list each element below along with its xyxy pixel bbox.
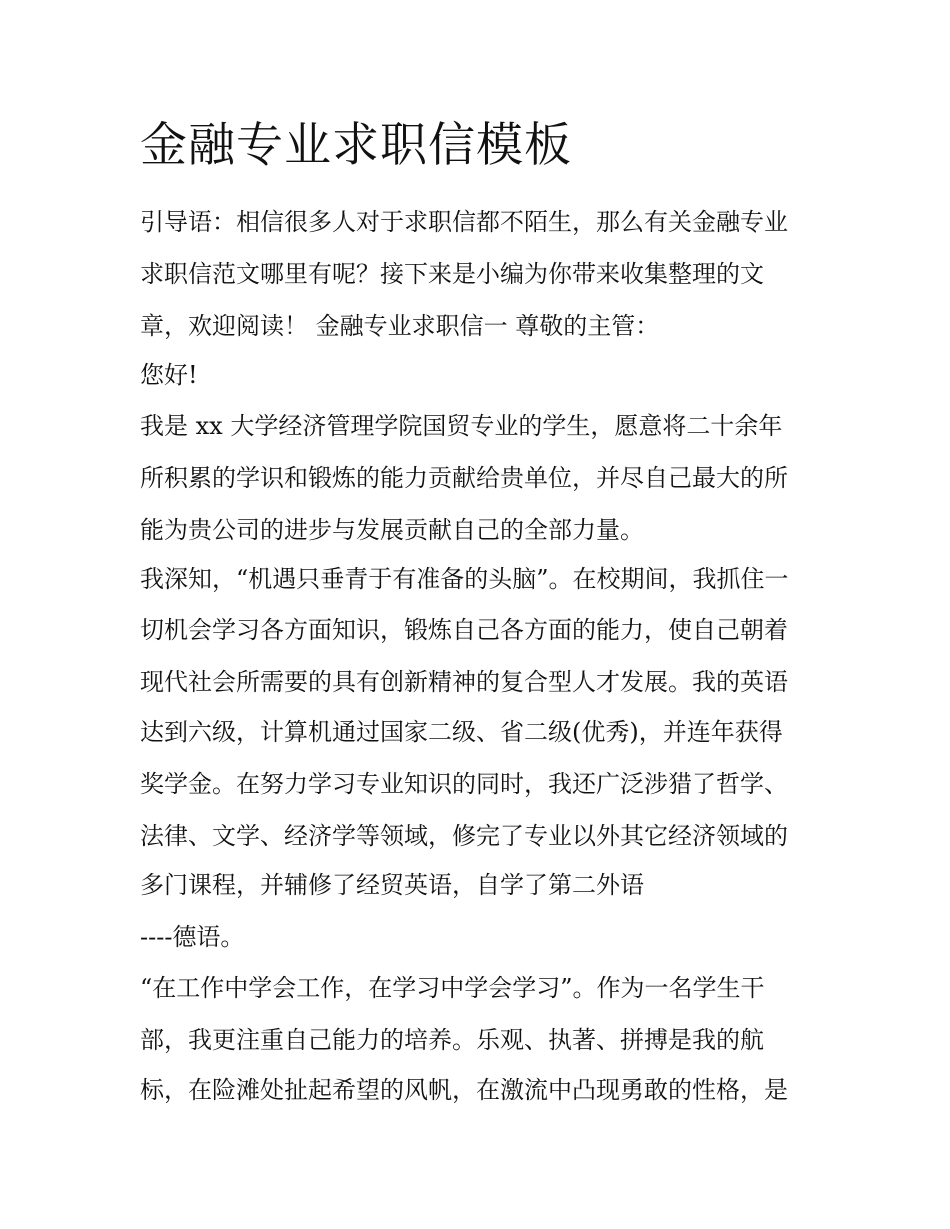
- body-line-10: 现代社会所需要的具有创新精神的复合型人才发展。我的英语: [140, 668, 788, 696]
- body-line-2: 求职信范文哪里有呢？接下来是小编为你带来收集整理的文: [140, 260, 764, 288]
- body-line-3: 章，欢迎阅读！ 金融专业求职信一 尊敬的主管：: [140, 312, 660, 340]
- body-line-17: 部，我更注重自己能力的培养。乐观、执著、拼搏是我的航: [140, 1026, 764, 1054]
- body-line-15: ----德语。: [140, 923, 245, 951]
- page-title: 金融专业求职信模板: [140, 118, 572, 173]
- body-line-11: 达到六级，计算机通过国家二级、省二级(优秀)，并连年获得: [140, 718, 783, 746]
- body-line-8: 我深知，“机遇只垂青于有准备的头脑”。在校期间，我抓住一: [140, 565, 789, 593]
- body-line-6: 所积累的学识和锻炼的能力贡献给贵单位，并尽自己最大的所: [140, 464, 788, 492]
- body-line-4: 您好!: [140, 361, 198, 389]
- body-line-14: 多门课程，并辅修了经贸英语，自学了第二外语: [140, 871, 644, 899]
- body-line-18: 标，在险滩处扯起希望的风帆，在激流中凸现勇敢的性格，是: [140, 1076, 788, 1104]
- body-line-16: “在工作中学会工作，在学习中学会学习”。作为一名学生干: [140, 974, 765, 1002]
- body-line-1: 引导语：相信很多人对于求职信都不陌生，那么有关金融专业: [140, 208, 788, 236]
- body-line-9: 切机会学习各方面知识，锻炼自己各方面的能力，使自己朝着: [140, 616, 788, 644]
- body-line-13: 法律、文学、经济学等领域，修完了专业以外其它经济领域的: [140, 822, 788, 850]
- body-line-12: 奖学金。在努力学习专业知识的同时，我还广泛涉猎了哲学、: [140, 770, 788, 798]
- body-line-7: 能为贵公司的进步与发展贡献自己的全部力量。: [140, 516, 644, 544]
- body-line-5: 我是 xx 大学经济管理学院国贸专业的学生，愿意将二十余年: [140, 412, 783, 440]
